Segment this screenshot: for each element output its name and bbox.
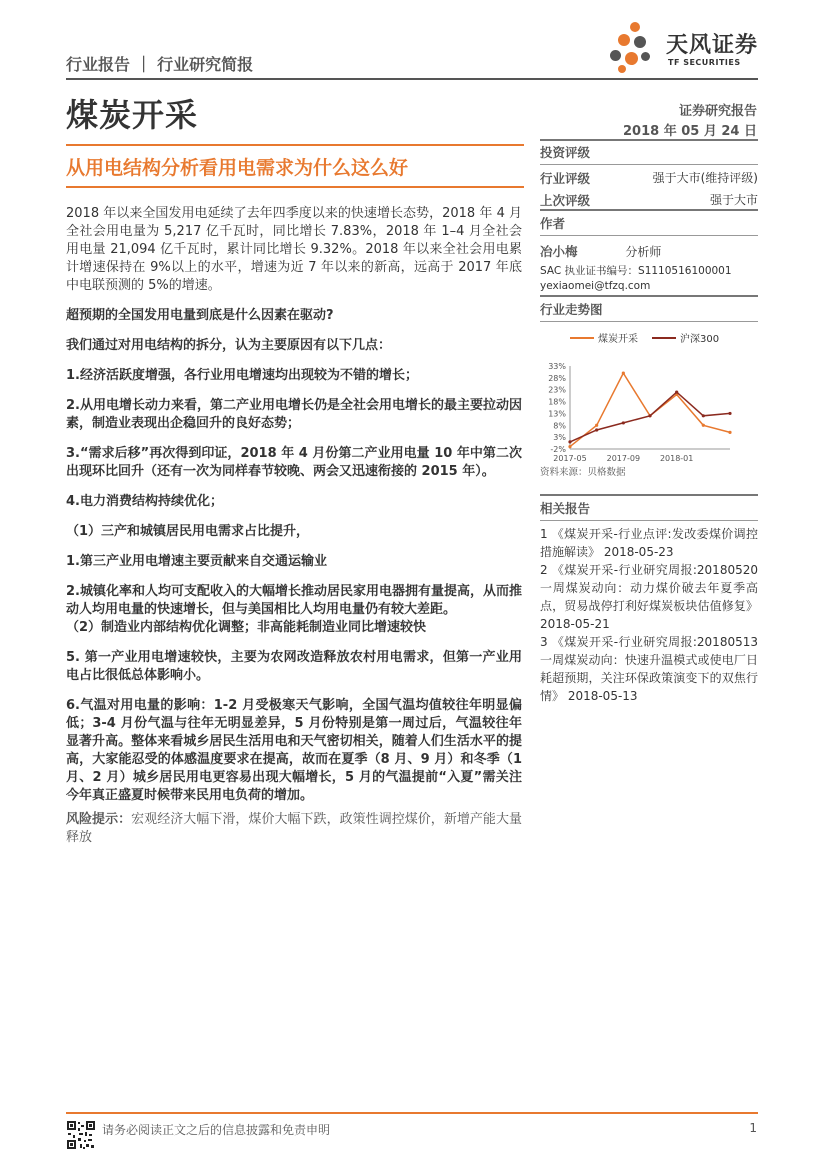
point-4-sub-1b: 2.城镇化率和人均可支配收入的大幅增长推动居民家用电器拥有量提高，从而推动人均用电量的快速增长，但与美国相比人均用电量仍有较大差距。 (66, 584, 522, 617)
report-type: 证券研究报告 (678, 104, 757, 119)
breadcrumb: 行业报告 ｜ 行业研究简报 (66, 55, 254, 74)
point-4-sub-2: （2）制造业内部结构优化调整；非高能耗制造业同比增速较快 (66, 620, 427, 635)
y-tick-label: 3% (553, 433, 566, 443)
disclaimer: 请务必阅读正文之后的信息披露和免责申明 (102, 1123, 331, 1137)
main-content (66, 205, 522, 859)
point-6: 6.气温对用电量的影响：1-2 月受极寒天气影响，全国气温均值较往年明显偏低；3-4 月份气温与往年无明显差异，5 月份特别是第一周过后，气温较往年显著升高。整体来看城乡居民生活用电和天气密切相关，随着人们生活水平的提高，大家能忍受的体感温度要求在提高，故而在夏季（8 月、9 月）和冬季（1 月、2 月）城乡居民用电更容易出现大幅增长，5 月的气温提前“入夏”需关注今年真正盛夏时候带来民用电负荷的增加。 (66, 698, 522, 803)
y-tick-label: 8% (553, 421, 566, 431)
series-line (570, 373, 730, 447)
prev-rating-value: 强于大市 (709, 193, 758, 207)
industry-rating-value: 强于大市(维持评级) (652, 171, 758, 185)
author-cert: SAC 执业证书编号：S1110516100001 (540, 265, 732, 277)
brand-logo (608, 22, 758, 74)
report-date: 2018 年 05 月 24 日 (623, 124, 757, 139)
point-1: 1.经济活跃度增强，各行业用电增速均出现较为不错的增长； (66, 368, 418, 383)
data-point (622, 421, 625, 424)
header-divider (66, 78, 758, 80)
data-point (568, 445, 571, 448)
data-point (648, 414, 651, 417)
data-point (702, 414, 705, 417)
author-heading: 作者 (540, 216, 566, 231)
point-2: 2.从用电增长动力来看，第二产业用电增长仍是全社会用电增长的最主要拉动因素，制造业表现出企稳回升的良好态势； (66, 398, 522, 431)
data-point (595, 428, 598, 431)
point-5: 5. 第一产业用电增速较快，主要为农网改造释放农村用电需求，但第一产业用电占比很低总体影响小。 (66, 650, 522, 683)
industry-rating-row (540, 169, 758, 187)
author-role: 分析师 (625, 245, 662, 259)
risk-text: 宏观经济大幅下滑，煤价大幅下跌，政策性调控煤价，新增产能大量释放 (66, 812, 522, 845)
qr-code-icon (66, 1120, 96, 1150)
industry-trend-chart (540, 324, 758, 464)
data-point (568, 440, 571, 443)
data-point (728, 412, 731, 415)
industry-rating-label: 行业评级 (540, 171, 591, 186)
lead-text: 我们通过对用电结构的拆分，认为主要原因有以下几点： (66, 338, 392, 353)
data-point (728, 431, 731, 434)
y-tick-label: 33% (548, 362, 566, 371)
y-tick-label: 28% (548, 373, 566, 383)
risk-label: 风险提示： (66, 812, 132, 827)
intro-paragraph: 2018 年以来全国发用电延续了去年四季度以来的快速增长态势，2018 年 4 月全社会用电量为 5,217 亿千瓦时，同比增长 7.83%，2018 年 1–4 月全社会用电量 21,094 亿千瓦时，累计同比增长 9.32%。2018 年以来全社会用电累计增速保持在 9%以上的水平，增速为近 7 年以来的新高，远高于 2017 年底中电联预测的 5%的增速。 (66, 206, 522, 293)
y-tick-label: -2% (550, 445, 566, 454)
rating-block (540, 139, 758, 209)
y-tick-label: 23% (548, 385, 566, 395)
chart-source: 资料来源：贝格数据 (540, 467, 626, 478)
data-point (622, 372, 625, 375)
data-point (675, 390, 678, 393)
point-4-sub-1: （1）三产和城镇居民用电需求占比提升， (66, 524, 310, 539)
rating-heading: 投资评级 (540, 145, 591, 160)
prev-rating-row (540, 191, 758, 209)
author-line (540, 242, 758, 260)
risk-note (66, 811, 522, 847)
legend-label: 沪深300 (680, 334, 720, 345)
brand-name: 天风证券 (666, 33, 759, 58)
data-point (702, 424, 705, 427)
y-tick-label: 18% (548, 397, 566, 407)
y-tick-label: 13% (548, 409, 566, 419)
title-rule-top (66, 144, 524, 146)
legend-label: 煤炭开采 (598, 334, 638, 345)
prev-rating-label: 上次评级 (540, 193, 591, 208)
trend-block (540, 295, 758, 478)
related-report-1[interactable]: 1 《煤炭开采-行业点评:发改委煤价调控措施解读》 2018-05-23 (540, 527, 758, 559)
report-title: 从用电结构分析看用电需求为什么这么好 (66, 157, 409, 179)
author-email[interactable]: yexiaomei@tfzq.com (540, 280, 651, 292)
related-report-2[interactable]: 2 《煤炭开采-行业研究周报:20180520一周煤炭动向：动力煤价破去年夏季高点，贸易战停打利好煤炭板块估值修复》 2018-05-21 (540, 563, 758, 631)
related-block (540, 494, 758, 705)
page-number: 1 (749, 1121, 757, 1135)
sector-title: 煤炭开采 (66, 96, 199, 134)
brand-name-en: TF SECURITIES (668, 58, 741, 67)
point-3: 3.“需求后移”再次得到印证，2018 年 4 月份第二产业用电量 10 年中第二次出现环比回升（还有一次为同样春节较晚、两会又迅速衔接的 2015 年）。 (66, 446, 522, 479)
author-block (540, 209, 758, 292)
logo-mark-icon (608, 22, 660, 74)
trend-heading: 行业走势图 (540, 302, 603, 317)
related-heading: 相关报告 (540, 501, 591, 516)
title-rule-bottom (66, 186, 524, 188)
point-4: 4.电力消费结构持续优化； (66, 494, 223, 509)
footer-divider (66, 1112, 758, 1114)
x-tick-label: 2017-09 (606, 454, 641, 463)
author-name: 冶小梅 (540, 244, 578, 259)
x-tick-label: 2017-05 (553, 454, 587, 463)
question-heading: 超预期的全国发用电量到底是什么因素在驱动? (66, 308, 334, 323)
point-4-sub-1a: 1.第三产业用电增速主要贡献来自交通运输业 (66, 554, 327, 569)
data-point (595, 424, 598, 427)
related-report-3[interactable]: 3 《煤炭开采-行业研究周报:20180513一周煤炭动向：快速升温模式或使电厂日耗超预期，关注环保政策演变下的双焦行情》 2018-05-13 (540, 635, 758, 703)
x-tick-label: 2018-01 (659, 454, 694, 463)
